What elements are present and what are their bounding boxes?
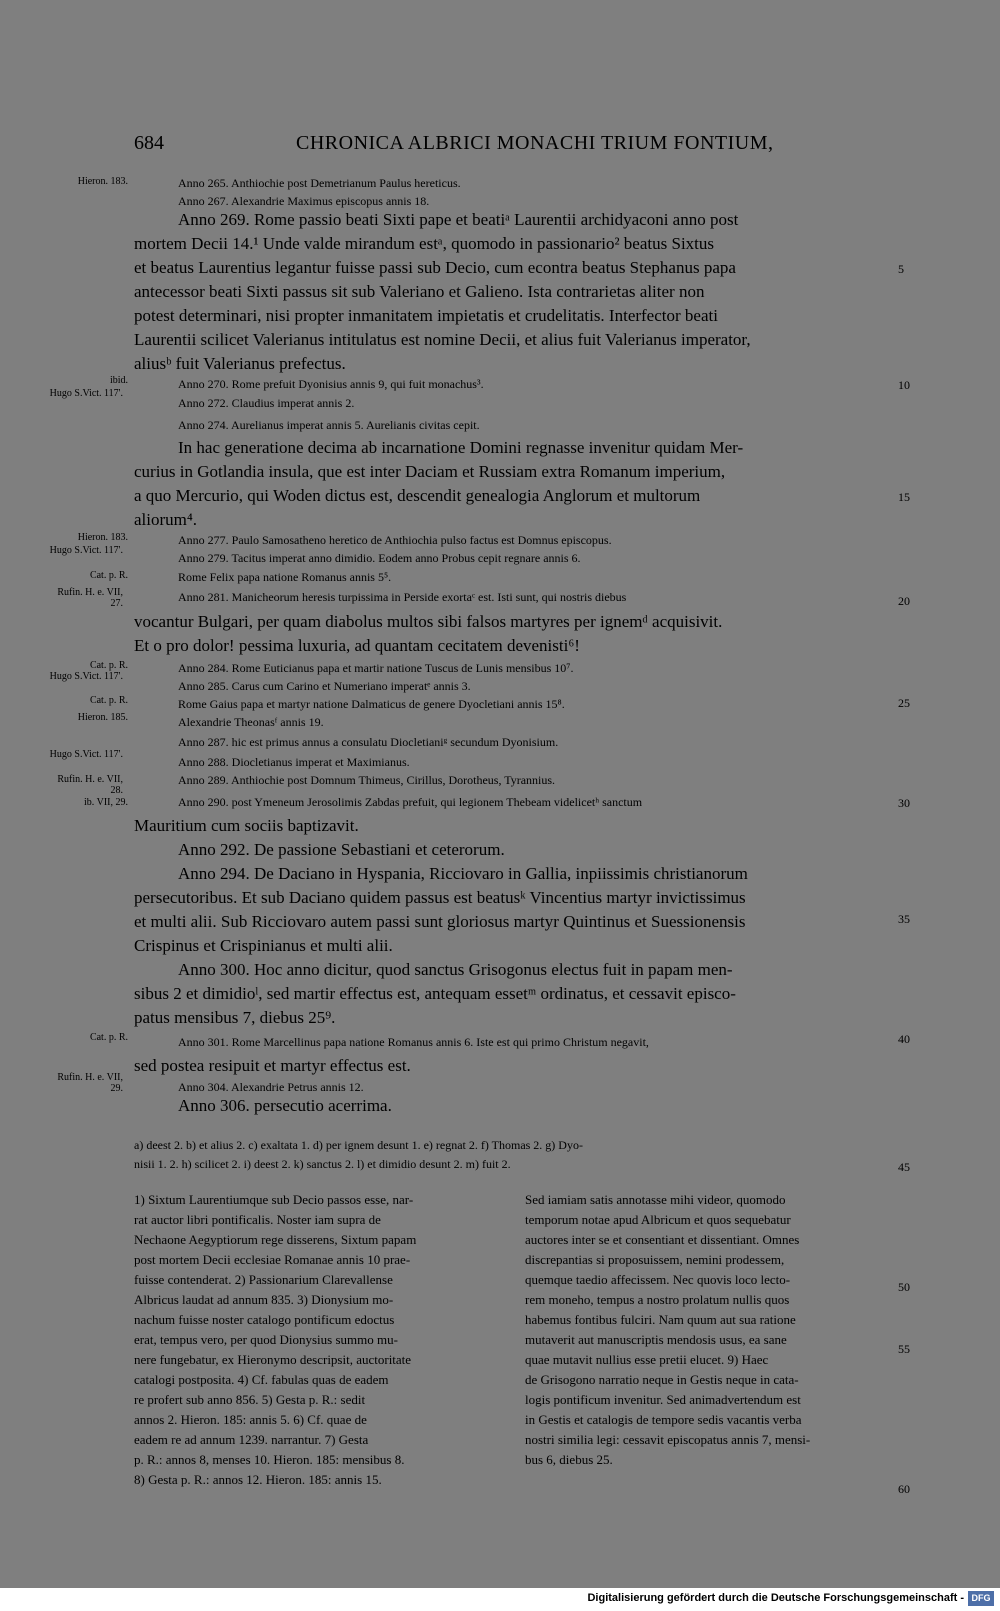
body-line: Anno 285. Carus cum Carino et Numeriano imperatᵉ annis 3. (178, 679, 471, 693)
side-note: Rufin. H. e. VII, 29. (57, 1072, 123, 1094)
body-line: Anno 288. Diocletianus imperat et Maximianus. (178, 755, 410, 769)
body-line: curius in Gotlandia insula, que est inter Daciam et Russiam extra Romanum imperium, (134, 462, 726, 481)
body-line: Anno 277. Paulo Samosatheno heretico de Anthiochia pulso factus est Domnus episcopus. (178, 533, 612, 547)
note-line: eadem re ad annum 1239. narrantur. 7) Gesta (134, 1432, 369, 1447)
body-line: Laurentii scilicet Valerianus intitulatus est nomine Decii, et alius fuit Valerianus imperator, (134, 330, 751, 349)
note-line: Nechaone Aegyptiorum rege disserens, Sixtum papam (134, 1232, 417, 1247)
body-line: Anno 265. Anthiochie post Demetrianum Paulus hereticus. (178, 176, 461, 190)
body-line: Anno 287. hic est primus annus a consulatu Diocletianiᵍ secundum Dyonisium. (178, 735, 559, 749)
note-line: Sed iamiam satis annotasse mihi videor, quomodo (525, 1192, 786, 1207)
body-line: Anno 289. Anthiochie post Domnum Thimeus, Cirillus, Dorotheus, Tyrannius. (178, 773, 556, 787)
critical-apparatus (134, 1136, 900, 1174)
body-line: aliorum⁴. (134, 510, 198, 529)
note-line: habemus fontibus fulciri. Nam quum aut sua ratione (525, 1312, 796, 1327)
side-note: Hugo S.Vict. 117'. (49, 388, 123, 399)
page-header (0, 132, 1000, 162)
body-line: a quo Mercurio, qui Woden dictus est, descendit genealogia Anglorum et multorum (134, 486, 701, 505)
body-line: In hac generatione decima ab incarnatione Domini regnasse invenitur quidam Mer- (178, 438, 744, 457)
body-line: et beatus Laurentius legantur fuisse passi sub Decio, cum econtra beatus Stephanus papa (134, 258, 736, 277)
body-line: Alexandrie Theonasᶠ annis 19. (178, 715, 324, 729)
line-number: 45 (898, 1160, 910, 1174)
line-number: 55 (898, 1342, 910, 1356)
body-line: Anno 272. Claudius imperat annis 2. (178, 396, 355, 410)
note-line: nostri similia legi: cessavit episcopatus annis 7, mensi- (525, 1432, 811, 1447)
note-line: fuisse contenderat. 2) Passionarium Clarevallense (134, 1272, 393, 1287)
side-note: Hugo S.Vict. 117'. (49, 545, 123, 556)
body-line: antecessor beati Sixti passus sit sub Valeriano et Galieno. Ista contrarietas aliter non (134, 282, 705, 301)
line-number: 20 (898, 594, 910, 608)
body-line: vocantur Bulgari, per quam diabolus multos sibi falsos martyres per ignemᵈ acquisivit. (134, 612, 723, 631)
body-line: Anno 270. Rome prefuit Dyonisius annis 9, qui fuit monachus³. (178, 377, 484, 391)
running-title: CHRONICA ALBRICI MONACHI TRIUM FONTIUM, (296, 132, 774, 154)
side-note: ibid. (109, 375, 128, 386)
note-line: discrepantias si proposuissem, nemini prodessem, (525, 1252, 785, 1267)
body-line: Rome Felix papa natione Romanus annis 5⁵. (178, 570, 392, 584)
body-line: Rome Gaius papa et martyr natione Dalmaticus de genere Dyocletiani annis 15⁸. (178, 697, 565, 711)
note-line: p. R.: annos 8, menses 10. Hieron. 185: mensibus 8. (134, 1452, 405, 1467)
page-number: 684 (134, 132, 164, 154)
dfg-logo-icon: DFG (968, 1591, 994, 1606)
side-note: Hugo S.Vict. 117'. (49, 671, 123, 682)
side-note: Rufin. H. e. VII, 27. (57, 587, 123, 609)
body-line: sed postea resipuit et martyr effectus est. (134, 1056, 411, 1075)
note-line: de Grisogono narratio neque in Gestis neque in cata- (525, 1372, 799, 1387)
body-line: patus mensibus 7, diebus 25⁹. (134, 1008, 336, 1027)
note-line: in Gestis et catalogis de tempore sedis vacantis verba (525, 1412, 802, 1427)
note-line: mutaverit aut manuscriptis mendosis usus, ea sane (525, 1332, 787, 1347)
body-line: Anno 284. Rome Euticianus papa et martir natione Tuscus de Lunis mensibus 10⁷. (178, 661, 574, 675)
side-note: Hugo S.Vict. 117'. (49, 749, 123, 760)
line-number: 60 (898, 1482, 910, 1496)
note-line: quae mutavit nullius esse pretii elucet. 9) Haec (525, 1352, 769, 1367)
line-number: 40 (898, 1032, 910, 1046)
body-line: potest determinari, nisi propter inmanitatem impietatis et crudelitatis. Interfector beati (134, 306, 718, 325)
apparatus-line: nisii 1. 2. h) scilicet 2. i) deest 2. k) sanctus 2. l) et dimidio desunt 2. m) fuit 2. (134, 1157, 511, 1171)
note-line: 8) Gesta p. R.: annos 12. Hieron. 185: annis 15. (134, 1472, 382, 1487)
body-line: Anno 281. Manicheorum heresis turpissima in Perside exortaᶜ est. Isti sunt, qui nostris diebus (178, 590, 627, 604)
line-number: 30 (898, 796, 910, 810)
note-line: temporum notae apud Albricum et quos sequebatur (525, 1212, 791, 1227)
note-line: nachum fuisse noster catalogo pontificum edoctus (134, 1312, 395, 1327)
body-line: Anno 267. Alexandrie Maximus episcopus annis 18. (178, 194, 430, 208)
body-line: Anno 274. Aurelianus imperat annis 5. Aurelianis civitas cepit. (178, 418, 480, 432)
note-line: 1) Sixtum Laurentiumque sub Decio passos esse, nar- (134, 1192, 414, 1207)
body-line: Mauritium cum sociis baptizavit. (134, 816, 359, 835)
body-line: et multi alii. Sub Ricciovaro autem passi sunt gloriosus martyr Quintinus et Suessionensis (134, 912, 746, 931)
side-note: Rufin. H. e. VII, 28. (57, 774, 123, 796)
body-line: persecutoribus. Et sub Daciano quidem passus est beatusᵏ Vincentius martyr invictissimus (134, 888, 746, 907)
side-note: Hieron. 183. (77, 532, 128, 543)
note-line: quemque taedio affecissem. Nec quovis loco lecto- (525, 1272, 791, 1287)
note-line: erat, tempus vero, per quod Dionysius summo mu- (134, 1332, 398, 1347)
line-number: 50 (898, 1280, 910, 1294)
body-line: Anno 279. Tacitus imperat anno dimidio. Eodem anno Probus cepit regnare annis 6. (178, 551, 581, 565)
note-line: post mortem Decii ecclesiae Romanae annis 10 prae- (134, 1252, 411, 1267)
line-number: 25 (898, 696, 910, 710)
footer-bar (0, 1588, 1000, 1611)
body-line: Anno 306. persecutio acerrima. (178, 1096, 392, 1115)
note-line: re profert sub anno 856. 5) Gesta p. R.: sedit (134, 1392, 366, 1407)
body-line: Crispinus et Crispinianus et multi alii. (134, 936, 393, 955)
side-note: Cat. p. R. (89, 660, 128, 671)
apparatus-line: a) deest 2. b) et alius 2. c) exaltata 1. d) per ignem desunt 1. e) regnat 2. f) Thomas 2. g) Dyo- (134, 1138, 583, 1152)
side-note: Cat. p. R. (89, 1032, 128, 1043)
side-note: Cat. p. R. (89, 570, 128, 581)
line-number: 10 (898, 378, 910, 392)
body-line: Anno 300. Hoc anno dicitur, quod sanctus Grisogonus electus fuit in papam men- (178, 960, 733, 979)
body-line: Anno 294. De Daciano in Hyspania, Ricciovaro in Gallia, inpiissimis christianorum (178, 864, 748, 883)
body-line: mortem Decii 14.¹ Unde valde mirandum estᵃ, quomodo in passionario² beatus Sixtus (134, 234, 715, 253)
side-note: Cat. p. R. (89, 695, 128, 706)
note-line: bus 6, diebus 25. (525, 1452, 613, 1467)
note-line: catalogi postposita. 4) Cf. fabulas quas de eadem (134, 1372, 389, 1387)
body-line: aliusᵇ fuit Valerianus prefectus. (134, 354, 346, 373)
note-line: logis pontificum invenitur. Sed animadvertendum est (525, 1392, 801, 1407)
note-line: rat auctor libri pontificalis. Noster iam supra de (134, 1212, 381, 1227)
body-line: Anno 292. De passione Sebastiani et ceterorum. (178, 840, 505, 859)
body-line: Anno 301. Rome Marcellinus papa natione Romanus annis 6. Iste est qui primo Christum negavit, (178, 1035, 649, 1049)
line-number: 15 (898, 490, 910, 504)
side-note: ib. VII, 29. (84, 797, 128, 808)
note-line: rem moneho, tempus a nostro prolatum nullis quos (525, 1292, 790, 1307)
body-line: Anno 304. Alexandrie Petrus annis 12. (178, 1080, 364, 1094)
note-line: Albricus laudat ad annum 835. 3) Dionysium mo- (134, 1292, 394, 1307)
notes-right-column (525, 1190, 897, 1470)
body-line: Anno 269. Rome passio beati Sixti pape et beatiᵃ Laurentii archidyaconi anno post (178, 210, 739, 229)
note-line: auctores inter se et consentiant et dissentiant. Omnes (525, 1232, 800, 1247)
footer-credit: Digitalisierung gefördert durch die Deutsche Forschungsgemeinschaft - (587, 1592, 964, 1604)
side-note: Hieron. 183. (77, 176, 128, 187)
line-number: 5 (898, 262, 904, 276)
note-line: nere fungebatur, ex Hieronymo descripsit, auctoritate (134, 1352, 412, 1367)
side-note: Hieron. 185. (77, 712, 128, 723)
notes-left-column (134, 1190, 506, 1490)
body-line: Anno 290. post Ymeneum Jerosolimis Zabdas prefuit, qui legionem Thebeam videlicetʰ sanctum (178, 795, 643, 809)
body-line: sibus 2 et dimidioˡ, sed martir effectus est, antequam essetᵐ ordinatus, et cessavit episco- (134, 984, 736, 1003)
note-line: annos 2. Hieron. 185: annis 5. 6) Cf. quae de (134, 1412, 367, 1427)
line-number: 35 (898, 912, 910, 926)
body-line: Et o pro dolor! pessima luxuria, ad quantam cecitatem devenisti⁶! (134, 636, 580, 655)
